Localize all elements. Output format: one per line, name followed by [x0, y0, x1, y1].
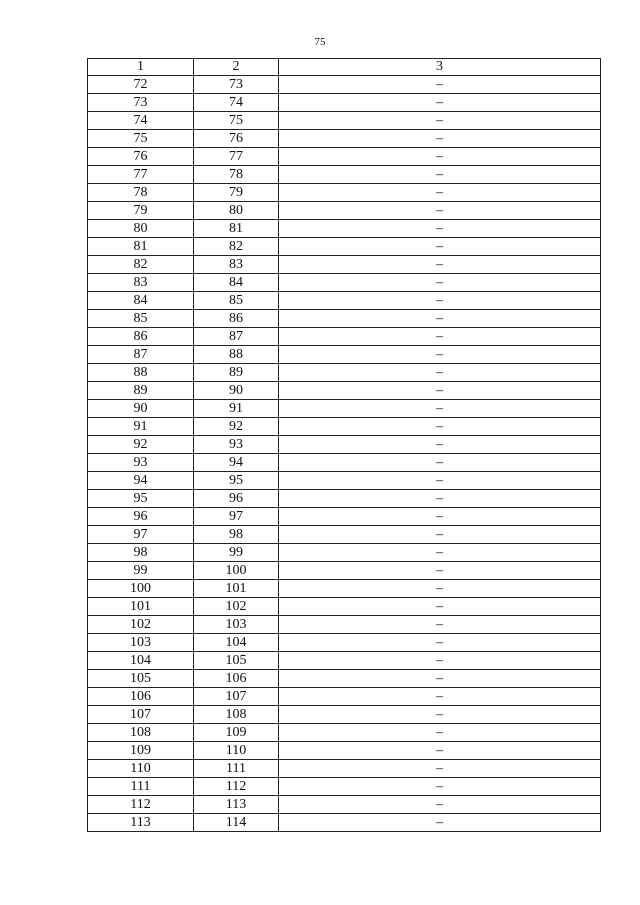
cell-col-1: 108: [88, 724, 194, 742]
cell-col-3: –: [279, 274, 601, 292]
table-row: [88, 742, 601, 760]
cell-col-3: –: [279, 526, 601, 544]
cell-col-2: 75: [194, 112, 279, 130]
table-row: [88, 472, 601, 490]
cell-col-2: 90: [194, 382, 279, 400]
cell-col-1: 77: [88, 166, 194, 184]
table-row: [88, 598, 601, 616]
cell-col-3: –: [279, 418, 601, 436]
cell-col-2: 93: [194, 436, 279, 454]
column-header-1: 1: [88, 59, 194, 76]
table-row: [88, 310, 601, 328]
cell-col-1: 100: [88, 580, 194, 598]
cell-col-1: 82: [88, 256, 194, 274]
cell-col-1: 105: [88, 670, 194, 688]
cell-col-1: 95: [88, 490, 194, 508]
cell-col-2: 97: [194, 508, 279, 526]
cell-col-2: 88: [194, 346, 279, 364]
table-row: [88, 706, 601, 724]
cell-col-3: –: [279, 202, 601, 220]
table-row: [88, 364, 601, 382]
cell-col-3: –: [279, 796, 601, 814]
cell-col-3: –: [279, 778, 601, 796]
cell-col-2: 113: [194, 796, 279, 814]
cell-col-1: 111: [88, 778, 194, 796]
cell-col-3: –: [279, 634, 601, 652]
table-row: [88, 436, 601, 454]
cell-col-2: 81: [194, 220, 279, 238]
table-row: [88, 292, 601, 310]
table-row: [88, 94, 601, 112]
table-body: [88, 59, 601, 832]
cell-col-1: 80: [88, 220, 194, 238]
cell-col-3: –: [279, 346, 601, 364]
table-row: [88, 256, 601, 274]
cell-col-3: –: [279, 256, 601, 274]
cell-col-3: –: [279, 400, 601, 418]
cell-col-1: 99: [88, 562, 194, 580]
table-row: [88, 220, 601, 238]
cell-col-3: –: [279, 688, 601, 706]
cell-col-1: 102: [88, 616, 194, 634]
cell-col-1: 104: [88, 652, 194, 670]
cell-col-1: 110: [88, 760, 194, 778]
cell-col-1: 101: [88, 598, 194, 616]
cell-col-2: 77: [194, 148, 279, 166]
cell-col-2: 98: [194, 526, 279, 544]
cell-col-3: –: [279, 436, 601, 454]
cell-col-2: 99: [194, 544, 279, 562]
cell-col-3: –: [279, 220, 601, 238]
table-row: [88, 238, 601, 256]
cell-col-3: –: [279, 562, 601, 580]
table-row: [88, 184, 601, 202]
cell-col-3: –: [279, 238, 601, 256]
cell-col-1: 107: [88, 706, 194, 724]
cell-col-3: –: [279, 670, 601, 688]
cell-col-2: 103: [194, 616, 279, 634]
cell-col-3: –: [279, 292, 601, 310]
cell-col-1: 109: [88, 742, 194, 760]
cell-col-2: 79: [194, 184, 279, 202]
cell-col-3: –: [279, 742, 601, 760]
column-header-3: 3: [279, 59, 601, 76]
table-row: [88, 724, 601, 742]
cell-col-1: 86: [88, 328, 194, 346]
table-row: [88, 778, 601, 796]
cell-col-1: 73: [88, 94, 194, 112]
cell-col-3: –: [279, 598, 601, 616]
cell-col-3: –: [279, 76, 601, 94]
cell-col-3: –: [279, 184, 601, 202]
cell-col-3: –: [279, 130, 601, 148]
table-row: [88, 274, 601, 292]
cell-col-2: 85: [194, 292, 279, 310]
cell-col-3: –: [279, 112, 601, 130]
cell-col-1: 75: [88, 130, 194, 148]
cell-col-2: 107: [194, 688, 279, 706]
cell-col-2: 104: [194, 634, 279, 652]
cell-col-2: 76: [194, 130, 279, 148]
table-row: [88, 346, 601, 364]
cell-col-1: 98: [88, 544, 194, 562]
cell-col-2: 102: [194, 598, 279, 616]
cell-col-2: 82: [194, 238, 279, 256]
cell-col-1: 91: [88, 418, 194, 436]
table-row: [88, 76, 601, 94]
cell-col-2: 74: [194, 94, 279, 112]
cell-col-2: 112: [194, 778, 279, 796]
table-row: [88, 454, 601, 472]
cell-col-1: 90: [88, 400, 194, 418]
cell-col-2: 100: [194, 562, 279, 580]
cell-col-1: 76: [88, 148, 194, 166]
cell-col-3: –: [279, 706, 601, 724]
cell-col-1: 83: [88, 274, 194, 292]
cell-col-3: –: [279, 166, 601, 184]
cell-col-2: 87: [194, 328, 279, 346]
cell-col-3: –: [279, 724, 601, 742]
cell-col-1: 85: [88, 310, 194, 328]
cell-col-1: 79: [88, 202, 194, 220]
cell-col-3: –: [279, 148, 601, 166]
cell-col-1: 97: [88, 526, 194, 544]
cell-col-3: –: [279, 94, 601, 112]
cell-col-1: 96: [88, 508, 194, 526]
cell-col-2: 101: [194, 580, 279, 598]
cell-col-3: –: [279, 760, 601, 778]
cell-col-1: 84: [88, 292, 194, 310]
table-row: [88, 544, 601, 562]
cell-col-3: –: [279, 580, 601, 598]
cell-col-3: –: [279, 382, 601, 400]
table-row: [88, 130, 601, 148]
cell-col-2: 86: [194, 310, 279, 328]
cell-col-3: –: [279, 454, 601, 472]
cell-col-1: 81: [88, 238, 194, 256]
cell-col-1: 74: [88, 112, 194, 130]
table-row: [88, 688, 601, 706]
cell-col-2: 108: [194, 706, 279, 724]
cell-col-2: 83: [194, 256, 279, 274]
cell-col-2: 84: [194, 274, 279, 292]
cell-col-2: 109: [194, 724, 279, 742]
cell-col-1: 93: [88, 454, 194, 472]
table-row: [88, 490, 601, 508]
table-row: [88, 562, 601, 580]
cell-col-3: –: [279, 544, 601, 562]
cell-col-2: 91: [194, 400, 279, 418]
cell-col-2: 106: [194, 670, 279, 688]
table-row: [88, 508, 601, 526]
table-row: [88, 202, 601, 220]
cell-col-3: –: [279, 814, 601, 832]
cell-col-3: –: [279, 328, 601, 346]
cell-col-2: 73: [194, 76, 279, 94]
cell-col-1: 78: [88, 184, 194, 202]
cell-col-3: –: [279, 490, 601, 508]
cell-col-2: 110: [194, 742, 279, 760]
cell-col-1: 113: [88, 814, 194, 832]
table-row: [88, 400, 601, 418]
cell-col-2: 111: [194, 760, 279, 778]
table-row: [88, 526, 601, 544]
table-row: [88, 670, 601, 688]
table-row: [88, 112, 601, 130]
cell-col-3: –: [279, 616, 601, 634]
table-row: [88, 616, 601, 634]
cell-col-2: 94: [194, 454, 279, 472]
cell-col-3: –: [279, 364, 601, 382]
cell-col-2: 95: [194, 472, 279, 490]
table-row: [88, 418, 601, 436]
cell-col-1: 94: [88, 472, 194, 490]
cell-col-3: –: [279, 508, 601, 526]
cell-col-1: 112: [88, 796, 194, 814]
cell-col-1: 92: [88, 436, 194, 454]
data-table: [87, 58, 601, 832]
table-row: [88, 580, 601, 598]
table-row: [88, 382, 601, 400]
cell-col-1: 72: [88, 76, 194, 94]
cell-col-1: 103: [88, 634, 194, 652]
table-row: [88, 652, 601, 670]
table-row: [88, 634, 601, 652]
cell-col-2: 78: [194, 166, 279, 184]
cell-col-3: –: [279, 652, 601, 670]
table-header-row: [88, 59, 601, 76]
cell-col-1: 88: [88, 364, 194, 382]
cell-col-1: 87: [88, 346, 194, 364]
table-row: [88, 148, 601, 166]
table-row: [88, 796, 601, 814]
cell-col-1: 106: [88, 688, 194, 706]
table-row: [88, 760, 601, 778]
column-header-2: 2: [194, 59, 279, 76]
cell-col-2: 105: [194, 652, 279, 670]
cell-col-2: 89: [194, 364, 279, 382]
cell-col-3: –: [279, 310, 601, 328]
cell-col-2: 96: [194, 490, 279, 508]
cell-col-3: –: [279, 472, 601, 490]
cell-col-2: 80: [194, 202, 279, 220]
table-row: [88, 814, 601, 832]
table-row: [88, 328, 601, 346]
cell-col-1: 89: [88, 382, 194, 400]
table-row: [88, 166, 601, 184]
cell-col-2: 114: [194, 814, 279, 832]
cell-col-2: 92: [194, 418, 279, 436]
page-number: 75: [314, 36, 326, 48]
